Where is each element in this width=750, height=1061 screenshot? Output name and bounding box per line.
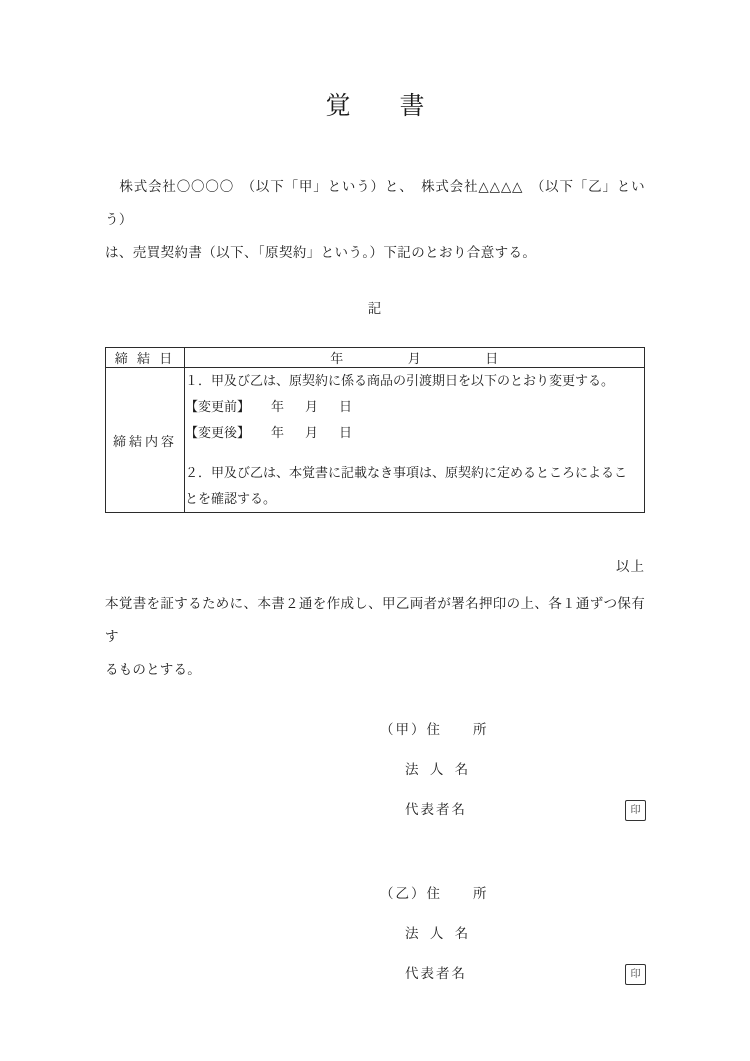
conclusion-date-label: 締 結 日 [106, 348, 185, 368]
party-b-representative-label: 代表者名 [405, 966, 467, 982]
closing-paragraph [105, 587, 645, 686]
content-item-2-line-1: ２．甲及び乙は、本覚書に記載なき事項は、原契約に定めるところによるこ [185, 465, 628, 481]
intro-line1-part1: 株式会社〇〇〇〇 （以下「甲」という）と、 [119, 179, 407, 194]
party-b-company-label: 法 人 名 [405, 926, 473, 942]
content-spacer [185, 446, 644, 460]
date-month: 月 [407, 351, 422, 367]
closing-line-1: 本覚書を証するために、本書２通を作成し、甲乙両者が署名押印の上、各１通ずつ保有す [105, 596, 645, 645]
before-change-label: 【変更前】 [185, 399, 251, 415]
seal-icon: 印 [625, 964, 646, 985]
signature-address-row [105, 710, 645, 750]
party-a-representative-label: 代表者名 [405, 802, 467, 818]
content-item-1: １．甲及び乙は、原契約に係る商品の引渡期日を以下のとおり変更する。 [185, 373, 615, 389]
conclusion-content-value [185, 368, 645, 513]
page-title: 覚 書 [325, 93, 437, 120]
date-fields [330, 348, 499, 367]
intro-paragraph [105, 170, 645, 269]
before-change-year: 年 [271, 399, 285, 415]
date-day: 日 [485, 351, 499, 367]
signature-block-party-a [105, 710, 645, 830]
content-item-2-line-2: とを確認する。 [185, 491, 277, 507]
before-change-day: 日 [339, 399, 353, 415]
signature-representative-row [105, 790, 645, 830]
party-a-address-label: （甲）住 所 [380, 722, 489, 738]
before-change-month: 月 [305, 399, 319, 415]
party-a-company-label: 法 人 名 [405, 762, 473, 778]
after-change-month: 月 [305, 425, 319, 441]
conclusion-content-label: 締結内容 [106, 368, 185, 513]
signature-company-row [105, 750, 645, 790]
content-before-change [185, 394, 644, 420]
after-change-day: 日 [339, 425, 353, 441]
intro-line1-part2: 株式会社△△△△ （以下「乙」という） [105, 179, 646, 228]
signature-representative-row [105, 954, 645, 994]
party-b-address-label: （乙）住 所 [380, 886, 489, 902]
date-year: 年 [330, 351, 344, 367]
after-change-label: 【変更後】 [185, 425, 251, 441]
content-after-change [185, 420, 644, 446]
signature-address-row [105, 874, 645, 914]
agreement-table [105, 347, 645, 513]
seal-icon: 印 [625, 800, 646, 821]
intro-line2: は、売買契約書（以下、「原契約」という。）下記のとおり合意する。 [105, 245, 537, 261]
table-row [106, 368, 645, 513]
signature-block-party-b [105, 874, 645, 994]
ijou-mark: 以上 [616, 559, 645, 575]
after-change-year: 年 [271, 425, 285, 441]
table-row [106, 348, 645, 368]
closing-line-2: るものとする。 [105, 662, 201, 678]
conclusion-date-value [185, 348, 645, 368]
ki-mark: 記 [367, 301, 383, 317]
signature-company-row [105, 914, 645, 954]
